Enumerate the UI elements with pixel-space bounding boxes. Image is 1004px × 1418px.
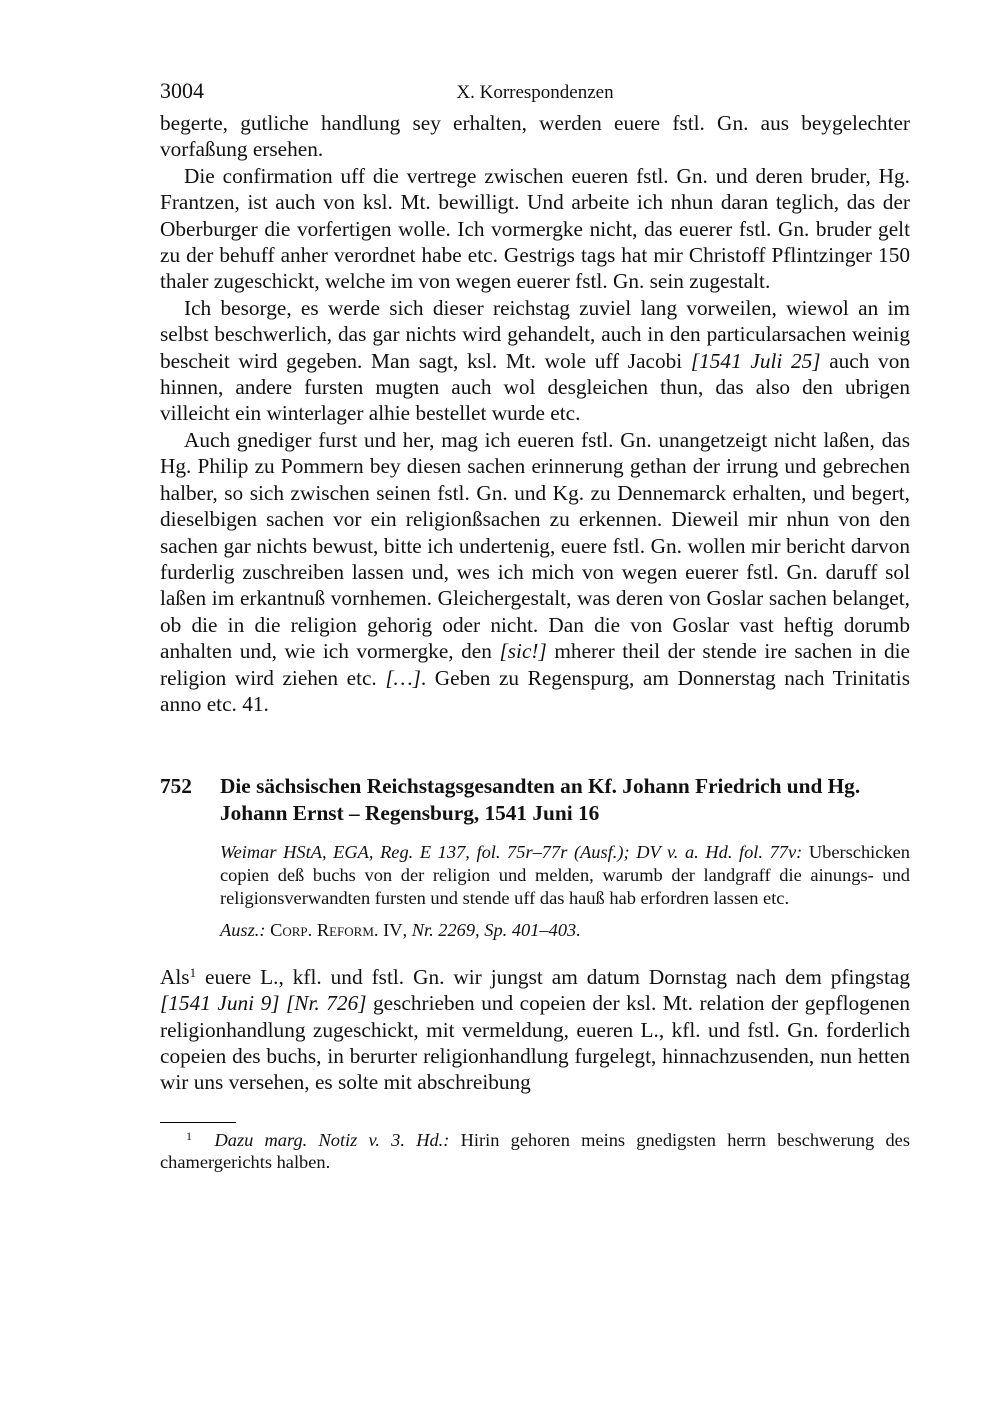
source-note (220, 841, 910, 909)
excerpt-note: Ausz.: Corp. Reform. IV, Nr. 2269, Sp. 401–403. (220, 920, 581, 941)
excerpt-corpus: Corp. Reform. IV (270, 920, 403, 941)
entry-title: Die sächsischen Reichstagsgesandten an Kf. Johann Friedrich und Hg. Johann Ernst – Regensburg, 1541 Juni 16 (220, 774, 861, 826)
running-header (160, 76, 910, 110)
document-page (160, 76, 910, 1174)
footnote-rule (160, 1122, 236, 1123)
entry-number: 752 (160, 774, 192, 799)
paragraph: Ich besorge, es werde sich dieser reichstag zuviel lang vorweilen, wiewol an im selbst beschwerlich, das gar nichts wird gehandelt, auch in den particularsachen weinig bescheit wird gegeben. Man sagt, ksl. Mt. wole uff Jacobi [1541 Juli 25] auch von hinnen, andere fursten mugten auch wol desgleichen thun, das also den ubrigen villeicht ein winterlager alhie bestellet wurde etc. (160, 295, 910, 426)
page-number: 3004 (160, 78, 204, 103)
source-archive: Weimar HStA, EGA, Reg. E 137, fol. 75r–77r (Ausf.); DV v. a. Hd. fol. 77v: (220, 842, 803, 863)
editorial-sic: [sic!] (499, 639, 547, 664)
footnote-label: Dazu marg. Notiz v. 3. Hd.: (214, 1129, 450, 1150)
footnote-text: Hirin gehoren meins gnedigsten herrn beschwerung des chamergerichts halben. (160, 1129, 910, 1173)
entry-heading (160, 773, 910, 827)
footnote-mark: 1 (186, 1128, 192, 1143)
paragraph: Als$^1$ euere L., kfl. und fstl. Gn. wir jungst am datum Dornstag nach dem pfingstag [1541 Juni 9] [Nr. 726] geschrieben und copeien der ksl. Mt. relation der gepflogenen religionhandlung zugeschickt, mit vermeldung, eueren L., kfl. und fstl. Gn. forderlich copeien des buchs, in berurter religionhandlung furgelegt, hinnachzusenden, nun hetten wir uns versehen, es solte mit abschreibung (160, 964, 910, 1095)
editorial-ellipsis: […] (385, 665, 421, 690)
paragraph: begerte, gutliche handlung sey erhalten, werden euere fstl. Gn. aus beygelechter vorfaßung ersehen. (160, 111, 910, 162)
editorial-date: [1541 Juli 25] (690, 348, 821, 373)
source-regest: Uberschicken copien deß buchs von der religion und melden, warumb der landgraff die ainungs- und religionsverwandten fursten und stende uff das hauß hab erfordren lassen etc. (220, 842, 910, 908)
paragraph: Die confirmation uff die vertrege zwischen eueren fstl. Gn. und deren bruder, Hg. Frantzen, ist auch von ksl. Mt. bewilligt. Und arbeite ich nhun daran teglich, das der Oberburger die vorfertigen wolle. Ich vormergke nicht, das euerer fstl. Gn. bruder gelt zu der behuff anher verordnet habe etc. Gestrigs tags hat mir Christoff Pflintzinger 150 thaler zugeschickt, welche im von wegen euerer fstl. Gn. sein zugestalt. (160, 163, 910, 294)
footnote (160, 1129, 910, 1174)
footnote-reference[interactable]: 1 (189, 964, 197, 980)
paragraph: Auch gnediger furst und her, mag ich eueren fstl. Gn. unangetzeigt nicht laßen, das Hg. Philip zu Pommern bey diesen sachen erinnerung gethan der irrung und gebrechen halber, so sich zwischen seinen fstl. Gn. und Kg. zu Dennemarck erhalten, und begert, dieselbigen sachen vor ein religionßsachen zu erkennen. Dieweil mir nhun von den sachen gar nichts bewust, bitte ich undertenig, euere fstl. Gn. wollen mir bericht darvon furderlig zuschreiben lassen und, wes ich mich von wegen euerer fstl. Gn. daruff sol laßen im erkantnuß vornhemen. Gleichergestalt, was deren von Goslar sachen belanget, ob die in die religion gehorig oder nicht. Dan die von Goslar vast heftig dorumb anhalten und, wie ich vormergke, den [sic!] mherer theil der stende ire sachen in die religion wird ziehen etc. […]. Geben zu Regenspurg, am Donnerstag nach Trinitatis anno etc. 41. (160, 427, 910, 716)
running-title: X. Korrespondenzen (456, 82, 614, 103)
editorial-date: [1541 Juni 9] [Nr. 726] (160, 991, 367, 1016)
